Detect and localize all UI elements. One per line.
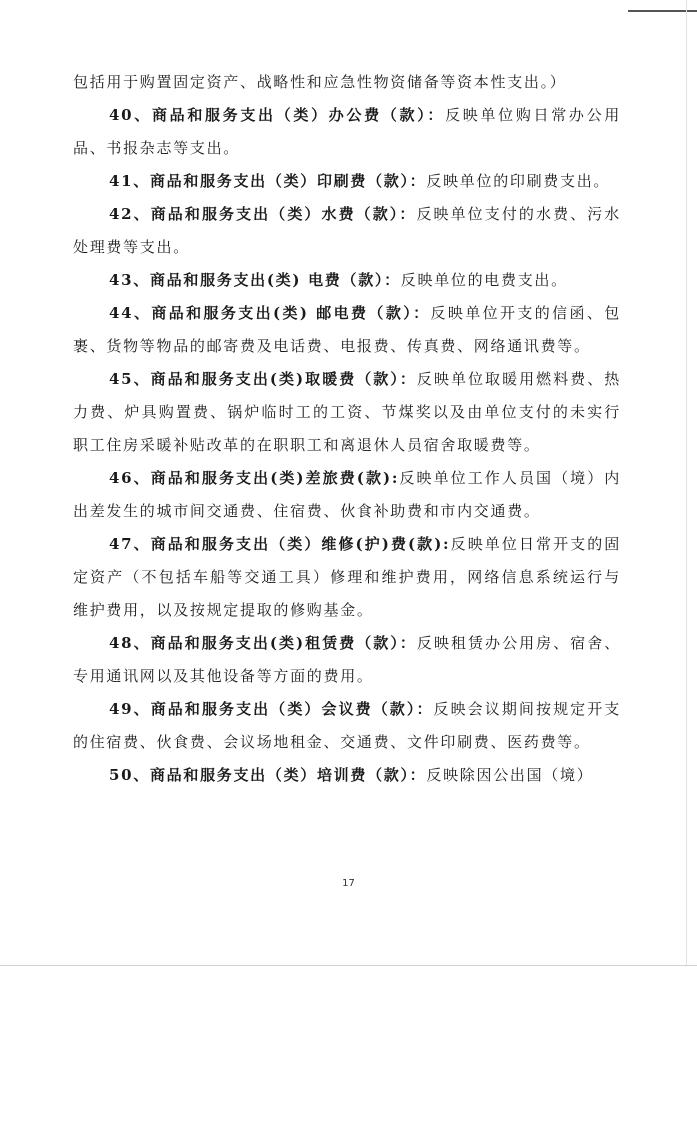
paragraph-item-44 bbox=[73, 297, 621, 363]
page-right-edge bbox=[686, 0, 687, 965]
paragraph-item-49 bbox=[73, 693, 621, 759]
paragraph-item-45 bbox=[73, 363, 621, 462]
item-heading: 41、商品和服务支出（类）印刷费（款）： bbox=[109, 172, 427, 190]
paragraph-item-41 bbox=[73, 165, 621, 198]
item-heading: 42、商品和服务支出（类）水费（款）： bbox=[109, 205, 417, 223]
item-heading: 40、商品和服务支出（类）办公费（款）： bbox=[109, 106, 446, 124]
item-text: 反映单位的电费支出。 bbox=[400, 271, 568, 289]
item-heading: 47、商品和服务支出（类）维修(护)费(款): bbox=[109, 535, 451, 553]
paragraph-item-40 bbox=[73, 99, 621, 165]
scan-bottom-edge bbox=[0, 965, 697, 966]
item-heading: 45、商品和服务支出(类)取暖费（款）： bbox=[109, 370, 417, 388]
item-text: 反映除因公出国（境） bbox=[426, 766, 594, 784]
item-text: 反映单位开支的信函、包裹、货物等物品的邮寄费及电话费、电报费、传真费、网络通讯费等。 bbox=[73, 304, 621, 355]
item-text: 反映单位的印刷费支出。 bbox=[426, 172, 611, 190]
item-text: 反映单位支付的水费、污水处理费等支出。 bbox=[73, 205, 621, 256]
item-text: 反映租赁办公用房、宿舍、专用通讯网以及其他设备等方面的费用。 bbox=[73, 634, 621, 685]
item-text: 反映会议期间按规定开支的住宿费、伙食费、会议场地租金、交通费、文件印刷费、医药费等。 bbox=[73, 700, 621, 751]
item-heading: 46、商品和服务支出(类)差旅费(款): bbox=[109, 469, 400, 487]
item-heading: 49、商品和服务支出（类）会议费（款）： bbox=[109, 700, 434, 718]
item-heading: 48、商品和服务支出(类)租赁费（款）： bbox=[109, 634, 417, 652]
item-heading: 44、商品和服务支出(类) 邮电费（款）： bbox=[109, 304, 431, 322]
paragraph-item-48 bbox=[73, 627, 621, 693]
paragraph-item-47 bbox=[73, 528, 621, 627]
item-heading: 43、商品和服务支出(类) 电费（款）： bbox=[109, 271, 401, 289]
paragraph-item-46 bbox=[73, 462, 621, 528]
item-text: 反映单位工作人员国（境）内出差发生的城市间交通费、住宿费、伙食补助费和市内交通费。 bbox=[73, 469, 621, 520]
item-text: 反映单位日常开支的固定资产（不包括车船等交通工具）修理和维护费用，网络信息系统运行与维护费用，以及按规定提取的修购基金。 bbox=[73, 535, 621, 619]
item-text: 反映单位购日常办公用品、书报杂志等支出。 bbox=[73, 106, 621, 157]
document-body bbox=[73, 66, 621, 792]
page-number: 17 bbox=[342, 878, 355, 889]
lead-paragraph: 包括用于购置固定资产、战略性和应急性物资储备等资本性支出。） bbox=[73, 73, 567, 91]
paragraph-item-42 bbox=[73, 198, 621, 264]
item-text: 反映单位取暖用燃料费、热力费、炉具购置费、锅炉临时工的工资、节煤奖以及由单位支付的未实行职工住房采暖补贴改革的在职职工和离退休人员宿舍取暖费等。 bbox=[73, 370, 621, 454]
paragraph-item-50 bbox=[73, 759, 621, 792]
paragraph-item-43 bbox=[73, 264, 621, 297]
item-heading: 50、商品和服务支出（类）培训费（款）： bbox=[109, 766, 427, 784]
